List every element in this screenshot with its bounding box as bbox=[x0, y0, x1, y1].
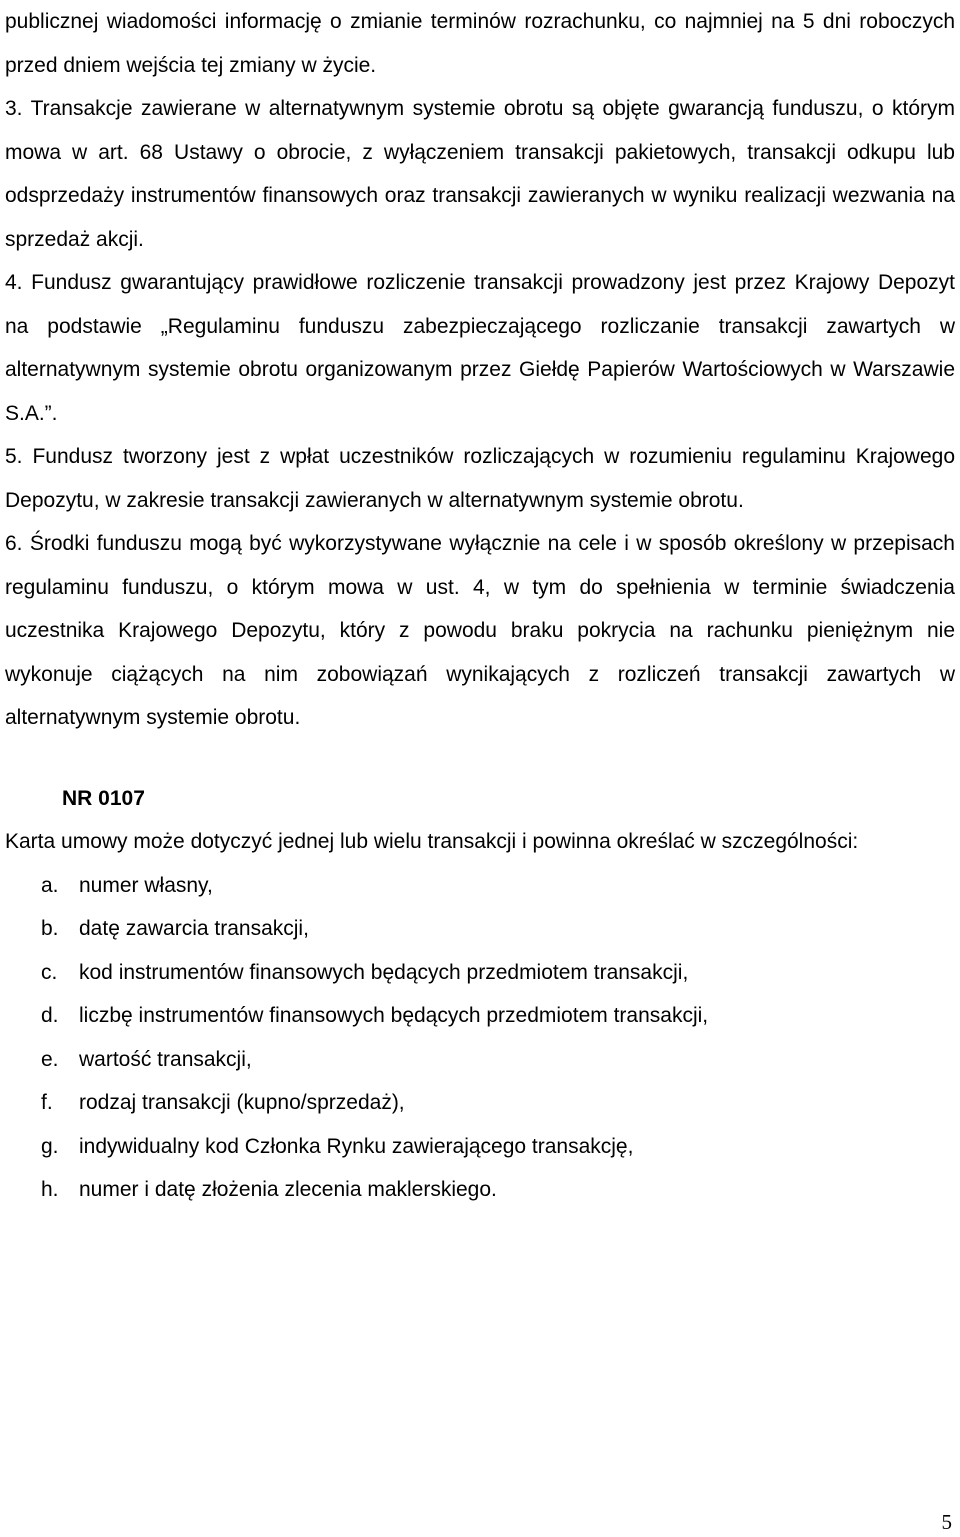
list-marker: e. bbox=[41, 1047, 59, 1071]
list-item-text: indywidualny kod Członka Rynku zawierającego transakcję, bbox=[79, 1134, 634, 1158]
list-item-text: datę zawarcia transakcji, bbox=[79, 917, 309, 940]
list-marker: h. bbox=[41, 1178, 59, 1201]
list-item-text: liczbę instrumentów finansowych będących przedmiotem transakcji, bbox=[79, 1004, 709, 1027]
paragraph-4: 4. Fundusz gwarantujący prawidłowe rozliczenie transakcji prowadzony jest przez Krajowy Depozyt na podstawie „Regulaminu funduszu zabezpieczającego rozliczanie transakcji zawartych w alternatywnym systemie obrotu organizowanym przez Giełdę Papierów Wartościowych w Warszawie S.A.”. bbox=[5, 271, 955, 425]
list-marker: d. bbox=[41, 1004, 59, 1027]
list-marker: c. bbox=[41, 960, 58, 984]
paragraph-5: 5. Fundusz tworzony jest z wpłat uczestników rozliczających w rozumieniu regulaminu Krajowego Depozytu, w zakresie transakcji zawieranych w alternatywnym systemie obrotu. bbox=[5, 445, 955, 512]
list-item bbox=[41, 1081, 955, 1125]
list-marker: g. bbox=[41, 1134, 59, 1158]
list-item-text: wartość transakcji, bbox=[79, 1047, 252, 1071]
paragraph-3: 3. Transakcje zawierane w alternatywnym systemie obrotu są objęte gwarancją funduszu, o którym mowa w art. 68 Ustawy o obrocie, z wyłączeniem transakcji pakietowych, transakcji odkupu lub odsprzedaży instrumentów finansowych oraz transakcji zawieranych w wyniku realizacji wezwania na sprzedaż akcji. bbox=[5, 97, 955, 251]
paragraph-6: 6. Środki funduszu mogą być wykorzystywane wyłącznie na cele i w sposób określony w przepisach regulaminu funduszu, o którym mowa w ust. 4, w tym do spełnienia w terminie świadczenia uczestnika Krajowego Depozytu, który z powodu braku pokrycia na rachunku pieniężnym nie wykonuje ciążących na nim zobowiązań wynikających z rozliczeń transakcji zawartych w alternatywnym systemie obrotu. bbox=[5, 532, 955, 729]
list-item-text: kod instrumentów finansowych będących przedmiotem transakcji, bbox=[79, 960, 689, 984]
list-item bbox=[41, 994, 955, 1038]
list-marker: b. bbox=[41, 917, 59, 940]
list-item bbox=[41, 951, 955, 995]
page-number: 5 bbox=[941, 1510, 952, 1534]
list-marker: a. bbox=[41, 873, 59, 897]
requirements-list bbox=[41, 864, 955, 1212]
section-spacer bbox=[5, 740, 955, 777]
list-item bbox=[41, 907, 955, 951]
list-item bbox=[41, 1125, 955, 1169]
list-item bbox=[41, 864, 955, 908]
section-title: NR 0107 bbox=[62, 786, 145, 810]
list-item bbox=[41, 1038, 955, 1082]
list-item bbox=[41, 1168, 955, 1212]
paragraph-continuation: publicznej wiadomości informację o zmianie terminów rozrachunku, co najmniej na 5 dni roboczych przed dniem wejścia tej zmiany w życie. bbox=[5, 10, 955, 77]
list-item-text: rodzaj transakcji (kupno/sprzedaż), bbox=[79, 1091, 405, 1114]
section-intro: Karta umowy może dotyczyć jednej lub wielu transakcji i powinna określać w szczególności: bbox=[5, 830, 859, 853]
list-item-text: numer i datę złożenia zlecenia maklerskiego. bbox=[79, 1178, 497, 1201]
document-body bbox=[5, 0, 955, 1212]
list-marker: f. bbox=[41, 1091, 53, 1114]
list-item-text: numer własny, bbox=[79, 873, 213, 897]
